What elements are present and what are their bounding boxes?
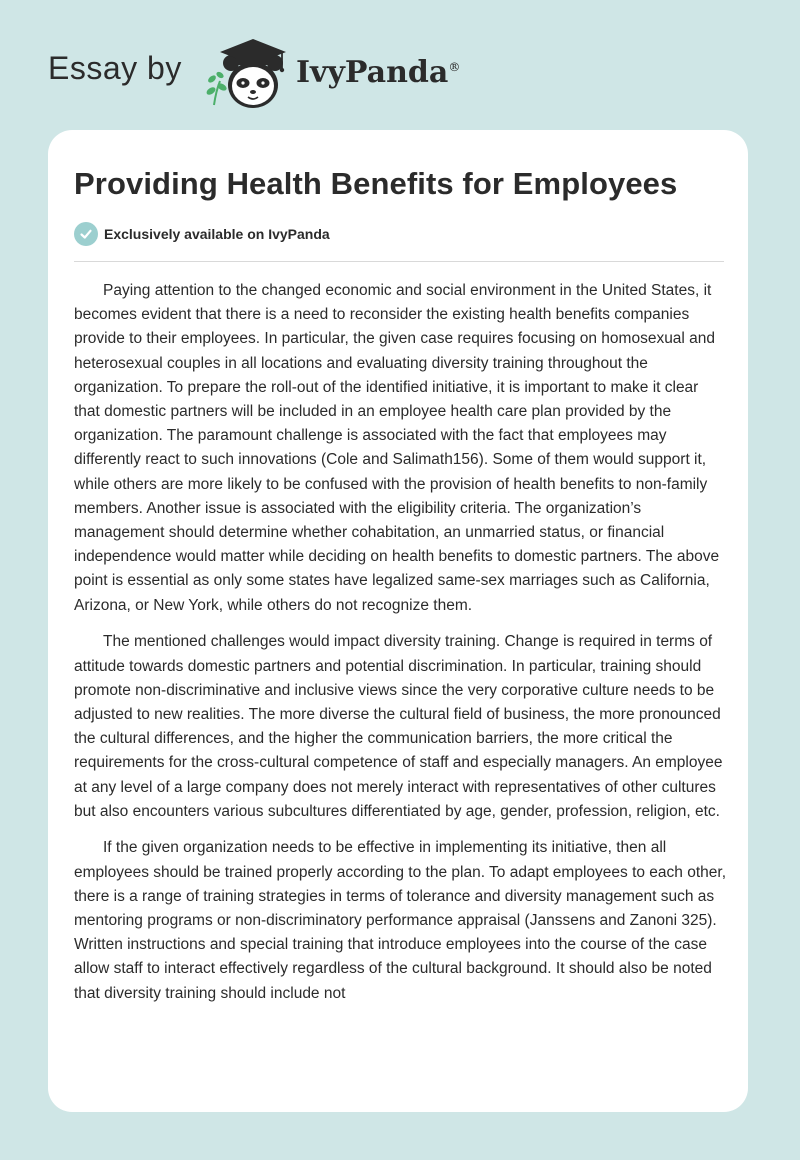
essay-card (48, 130, 748, 1112)
exclusive-label: Exclusively available on IvyPanda (104, 226, 330, 242)
brand-name[interactable]: IvyPanda® (296, 55, 461, 90)
divider (74, 261, 724, 262)
check-icon (74, 222, 98, 246)
site-header (0, 0, 800, 130)
essay-body (74, 279, 726, 1018)
page-title: Providing Health Benefits for Employees (74, 166, 678, 201)
paragraph: The mentioned challenges would impact diversity training. Change is required in terms of attitude towards domestic partners and potential discrimination. In particular, training should promote non-discriminative and inclusive views since the very corporative culture needs to be adjusted to new realities. The more diverse the cultural field of business, the more pronounced the cultural differences, and the higher the communication barriers, the more critical the requirements for the cross-cultural competence of staff and especially managers. An employee at any level of a large company does not merely interact with representatives of other cultures but also encounters various subcultures differentiated by age, gender, profession, religion, etc. (74, 633, 723, 820)
panda-graduate-logo[interactable] (198, 33, 298, 113)
essay-by-label: Essay by (48, 50, 182, 86)
paragraph: If the given organization needs to be effective in implementing its initiative, then all employees should be trained properly according to the plan. To adapt employees to each other, there is a range of training strategies in terms of tolerance and diversity management such as mentoring programs or non-discriminatory performance appraisal (Janssens and Zanoni 325). Written instructions and special training that introduce employees into the course of the case allow staff to interact effectively regardless of the cultural background. It should also be noted that diversity training should include not (74, 839, 726, 1002)
paragraph: Paying attention to the changed economic and social environment in the United States, it becomes evident that there is a need to reconsider the existing health benefits companies provide to their employees. In particular, the given case requires focusing on homosexual and heterosexual couples in all locations and evaluating diversity training throughout the organization. To prepare the roll-out of the identified initiative, it is important to make it clear that domestic partners will be included in an employee health care plan provided by the organization. The paramount challenge is associated with the fact that employees may differently react to such innovations (Cole and Salimath156). Some of them would support it, while others are more likely to be confused with the provision of health benefits to non-family members. Another issue is associated with the eligibility criteria. The organization’s management should determine whether cohabitation, an unmarried status, or financial independence would matter while deciding on health benefits to domestic partners. The above point is essential as only some states have legalized same-sex marriages such as California, Arizona, or New York, while others do not recognize them. (74, 282, 720, 614)
exclusive-notice (74, 222, 330, 246)
leaf-icon (205, 71, 228, 105)
registered-mark: ® (448, 60, 461, 74)
